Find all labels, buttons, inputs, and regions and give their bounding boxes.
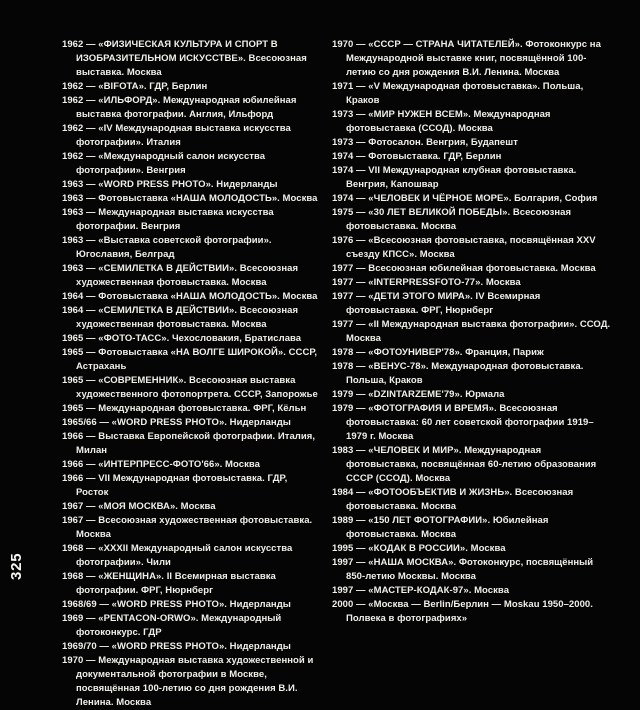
exhibition-description: «V Международная фотовыставка». Польша, Краков bbox=[346, 81, 584, 106]
exhibition-entry bbox=[332, 80, 613, 108]
year-separator: — bbox=[353, 543, 369, 554]
exhibition-description: Всесоюзная художественная фотовыставка. Москва bbox=[76, 515, 313, 540]
exhibitions-column-right bbox=[332, 38, 613, 626]
exhibitions-column-left bbox=[62, 38, 321, 710]
exhibition-entry bbox=[332, 234, 613, 262]
exhibition-entry bbox=[62, 234, 321, 262]
exhibition-description: Фотовыставка «НАША МОЛОДОСТЬ». Москва bbox=[98, 193, 318, 204]
year-separator: — bbox=[83, 81, 99, 92]
year-separator: — bbox=[96, 599, 112, 610]
exhibition-year: 1969/70 bbox=[62, 641, 97, 652]
exhibition-entry bbox=[62, 262, 321, 290]
year-separator: — bbox=[83, 39, 99, 50]
exhibition-year: 1979 bbox=[332, 403, 354, 414]
exhibition-entry bbox=[62, 402, 321, 416]
exhibition-description: «INTERPRESSFOTO-77». Москва bbox=[368, 277, 521, 288]
year-separator: — bbox=[96, 417, 112, 428]
exhibition-entry bbox=[332, 108, 613, 136]
year-separator: — bbox=[353, 137, 369, 148]
exhibition-entry bbox=[62, 654, 321, 710]
year-separator: — bbox=[353, 277, 369, 288]
exhibition-entry bbox=[332, 136, 613, 150]
exhibition-description: «Москва — Berlin/Берлин — Moskau 1950–2000. Полвека в фотографиях» bbox=[346, 599, 593, 624]
exhibition-description: «СЕМИЛЕТКА В ДЕЙСТВИИ». Всесоюзная художественная фотовыставка. Москва bbox=[76, 305, 299, 330]
exhibition-entry bbox=[62, 94, 321, 122]
exhibition-description: «ФОТОУНИВЕР'78». Франция, Париж bbox=[368, 347, 544, 358]
exhibition-description: «PENTACON-ORWO». Международный фотоконкурс. ГДР bbox=[76, 613, 282, 638]
exhibition-description: «BIFOTA». ГДР, Берлин bbox=[98, 81, 208, 92]
exhibition-entry bbox=[62, 430, 321, 458]
year-separator: — bbox=[353, 109, 369, 120]
exhibition-entry bbox=[332, 346, 613, 360]
exhibition-description: «ЧЕЛОВЕК И МИР». Международная фотовыставка, посвящённая 60-летию образования СССР (ССОД). Москва bbox=[346, 445, 597, 484]
exhibition-year: 1977 bbox=[332, 319, 354, 330]
exhibition-year: 1964 bbox=[62, 291, 84, 302]
exhibition-description: Международная выставка художественной и документальной фотографии в Москве, посвящённая 100-летию со дня рождения В.И. Ленина. Москва bbox=[76, 655, 314, 708]
exhibition-description: «ДЕТИ ЭТОГО МИРА». IV Всемирная фотовыставка. ФРГ, Нюрнберг bbox=[346, 291, 541, 316]
year-separator: — bbox=[353, 263, 369, 274]
exhibition-description: «IV Международная выставка искусства фотографии». Италия bbox=[76, 123, 291, 148]
year-separator: — bbox=[83, 179, 99, 190]
exhibition-year: 1971 bbox=[332, 81, 354, 92]
year-separator: — bbox=[353, 347, 369, 358]
exhibition-year: 1977 bbox=[332, 291, 354, 302]
year-separator: — bbox=[353, 207, 369, 218]
exhibition-entry bbox=[62, 38, 321, 80]
exhibition-year: 1962 bbox=[62, 151, 84, 162]
exhibition-year: 1978 bbox=[332, 361, 354, 372]
year-separator: — bbox=[96, 641, 112, 652]
year-separator: — bbox=[83, 95, 99, 106]
exhibition-year: 1963 bbox=[62, 179, 84, 190]
year-separator: — bbox=[83, 543, 99, 554]
exhibition-description: «ЖЕНЩИНА». II Всемирная выставка фотографии. ФРГ, Нюрнберг bbox=[76, 571, 276, 596]
exhibition-entry bbox=[332, 542, 613, 556]
exhibition-year: 1964 bbox=[62, 305, 84, 316]
year-separator: — bbox=[83, 403, 99, 414]
exhibition-year: 1979 bbox=[332, 389, 354, 400]
year-separator: — bbox=[83, 151, 99, 162]
exhibition-year: 1997 bbox=[332, 585, 354, 596]
exhibition-entry bbox=[332, 360, 613, 388]
year-separator: — bbox=[83, 473, 99, 484]
exhibition-description: «ФОТООБЪЕКТИВ И ЖИЗНЬ». Всесоюзная фотовыставка. Москва bbox=[346, 487, 574, 512]
page-number: 325 bbox=[8, 552, 25, 580]
exhibition-entry bbox=[62, 80, 321, 94]
exhibition-entry bbox=[62, 374, 321, 402]
year-separator: — bbox=[353, 445, 369, 456]
exhibition-year: 1966 bbox=[62, 431, 84, 442]
exhibition-year: 1966 bbox=[62, 473, 84, 484]
year-separator: — bbox=[83, 305, 99, 316]
year-separator: — bbox=[353, 151, 369, 162]
year-separator: — bbox=[83, 431, 99, 442]
exhibition-description: «ЧЕЛОВЕК И ЧЁРНОЕ МОРЕ». Болгария, София bbox=[368, 193, 598, 204]
exhibition-entry bbox=[332, 150, 613, 164]
year-separator: — bbox=[83, 333, 99, 344]
exhibition-entry bbox=[332, 444, 613, 486]
year-separator: — bbox=[353, 599, 369, 610]
exhibition-year: 1962 bbox=[62, 81, 84, 92]
exhibition-description: «Выставка советской фотографии». Югославия, Белград bbox=[76, 235, 272, 260]
exhibition-year: 1983 bbox=[332, 445, 354, 456]
exhibition-description: «НАША МОСКВА». Фотоконкурс, посвящённый 850-летию Москвы. Москва bbox=[346, 557, 594, 582]
exhibition-year: 1965 bbox=[62, 375, 84, 386]
exhibition-description: «ВЕНУС-78». Международная фотовыставка. Польша, Краков bbox=[346, 361, 584, 386]
year-separator: — bbox=[83, 263, 99, 274]
exhibition-entry bbox=[332, 290, 613, 318]
year-separator: — bbox=[353, 39, 369, 50]
year-separator: — bbox=[353, 361, 369, 372]
exhibition-description: Всесоюзная юбилейная фотовыставка. Москва bbox=[368, 263, 596, 274]
exhibition-year: 1973 bbox=[332, 137, 354, 148]
exhibition-description: «WORD PRESS PHOTO». Нидерланды bbox=[111, 599, 291, 610]
exhibition-year: 1963 bbox=[62, 193, 84, 204]
exhibition-year: 1984 bbox=[332, 487, 354, 498]
year-separator: — bbox=[83, 291, 99, 302]
exhibition-description: VII Международная клубная фотовыставка. Венгрия, Капошвар bbox=[346, 165, 577, 190]
exhibition-entry bbox=[62, 612, 321, 640]
year-separator: — bbox=[353, 487, 369, 498]
year-separator: — bbox=[83, 571, 99, 582]
exhibition-entry bbox=[62, 122, 321, 150]
exhibition-description: Фотосалон. Венгрия, Будапешт bbox=[368, 137, 518, 148]
exhibition-description: Международная фотовыставка. ФРГ, Кёльн bbox=[98, 403, 307, 414]
exhibition-entry bbox=[332, 402, 613, 444]
year-separator: — bbox=[83, 235, 99, 246]
exhibition-entry bbox=[332, 276, 613, 290]
exhibition-entry bbox=[332, 514, 613, 542]
exhibition-entry bbox=[62, 640, 321, 654]
exhibition-description: «DZINTARZEME'79». Юрмала bbox=[368, 389, 505, 400]
year-separator: — bbox=[83, 207, 99, 218]
year-separator: — bbox=[83, 375, 99, 386]
exhibition-entry bbox=[62, 304, 321, 332]
exhibition-entry bbox=[332, 318, 613, 346]
exhibition-description: «ФОТОГРАФИЯ И ВРЕМЯ». Всесоюзная фотовыставка: 60 лет советской фотографии 1919–1979 г. Москва bbox=[346, 403, 594, 442]
exhibition-year: 1967 bbox=[62, 515, 84, 526]
exhibition-entry bbox=[62, 458, 321, 472]
exhibition-description: «МОЯ МОСКВА». Москва bbox=[98, 501, 216, 512]
year-separator: — bbox=[83, 515, 99, 526]
exhibition-description: «ФИЗИЧЕСКАЯ КУЛЬТУРА И СПОРТ В ИЗОБРАЗИТЕЛЬНОМ ИСКУССТВЕ». Всесоюзная выставка. Москва bbox=[76, 39, 307, 78]
year-separator: — bbox=[83, 501, 99, 512]
exhibition-year: 1997 bbox=[332, 557, 354, 568]
exhibition-description: «СОВРЕМЕННИК». Всесоюзная выставка художественного фотопортрета. СССР, Запорожье bbox=[76, 375, 318, 400]
exhibition-year: 2000 bbox=[332, 599, 354, 610]
year-separator: — bbox=[353, 81, 369, 92]
year-separator: — bbox=[83, 193, 99, 204]
exhibition-entry bbox=[62, 332, 321, 346]
exhibition-entry bbox=[332, 192, 613, 206]
exhibition-year: 1965 bbox=[62, 347, 84, 358]
exhibition-description: Международная выставка искусства фотографии. Венгрия bbox=[76, 207, 274, 232]
exhibition-year: 1965 bbox=[62, 333, 84, 344]
exhibition-year: 1975 bbox=[332, 207, 354, 218]
year-separator: — bbox=[353, 557, 369, 568]
exhibition-entry bbox=[62, 514, 321, 542]
exhibition-year: 1977 bbox=[332, 263, 354, 274]
exhibition-description: «МАСТЕР-КОДАК-97». Москва bbox=[368, 585, 510, 596]
exhibition-year: 1968 bbox=[62, 543, 84, 554]
exhibition-entry bbox=[62, 206, 321, 234]
exhibition-entry bbox=[62, 290, 321, 304]
exhibition-entry bbox=[62, 542, 321, 570]
exhibition-description: «Всесоюзная фотовыставка, посвящённая XXV съезду КПСС». Москва bbox=[346, 235, 596, 260]
exhibition-year: 1965 bbox=[62, 403, 84, 414]
exhibition-year: 1978 bbox=[332, 347, 354, 358]
exhibition-description: «СССР — СТРАНА ЧИТАТЕЛЕЙ». Фотоконкурс на Международной выставке книг, посвящённой 100-летию со дня рождения В.И. Ленина. Москва bbox=[346, 39, 601, 78]
year-separator: — bbox=[353, 515, 369, 526]
exhibition-entry bbox=[62, 416, 321, 430]
year-separator: — bbox=[353, 319, 369, 330]
exhibition-entry bbox=[62, 346, 321, 374]
exhibition-description: «XXXII Международный салон искусства фотографии». Чили bbox=[76, 543, 293, 568]
year-separator: — bbox=[83, 613, 99, 624]
exhibition-year: 1963 bbox=[62, 235, 84, 246]
year-separator: — bbox=[83, 459, 99, 470]
exhibition-entry bbox=[62, 500, 321, 514]
exhibition-year: 1968/69 bbox=[62, 599, 97, 610]
exhibition-entry bbox=[332, 598, 613, 626]
exhibition-year: 1989 bbox=[332, 515, 354, 526]
exhibition-description: «WORD PRESS PHOTO». Нидерланды bbox=[111, 641, 291, 652]
exhibition-entry bbox=[62, 570, 321, 598]
exhibition-entry bbox=[332, 556, 613, 584]
exhibition-year: 1969 bbox=[62, 613, 84, 624]
exhibition-year: 1962 bbox=[62, 95, 84, 106]
exhibition-entry bbox=[62, 598, 321, 612]
year-separator: — bbox=[353, 403, 369, 414]
exhibition-year: 1967 bbox=[62, 501, 84, 512]
exhibition-description: Фотовыставка. ГДР, Берлин bbox=[368, 151, 502, 162]
exhibition-description: «30 ЛЕТ ВЕЛИКОЙ ПОБЕДЫ». Всесоюзная фотовыставка. Москва bbox=[346, 207, 572, 232]
year-separator: — bbox=[83, 655, 99, 666]
year-separator: — bbox=[353, 389, 369, 400]
exhibition-year: 1962 bbox=[62, 39, 84, 50]
exhibition-description: «Международный салон искусства фотографии». Венгрия bbox=[76, 151, 266, 176]
exhibition-year: 1976 bbox=[332, 235, 354, 246]
exhibition-entry bbox=[332, 38, 613, 80]
exhibition-year: 1963 bbox=[62, 263, 84, 274]
exhibition-year: 1970 bbox=[62, 655, 84, 666]
exhibition-description: Фотовыставка «НА ВОЛГЕ ШИРОКОЙ». СССР, Астрахань bbox=[76, 347, 318, 372]
exhibition-year: 1973 bbox=[332, 109, 354, 120]
exhibition-year: 1968 bbox=[62, 571, 84, 582]
exhibition-description: «ИЛЬФОРД». Международная юбилейная выставка фотографии. Англия, Ильфорд bbox=[76, 95, 297, 120]
exhibition-entry bbox=[62, 150, 321, 178]
exhibition-description: «ИНТЕРПРЕСС-ФОТО'66». Москва bbox=[98, 459, 260, 470]
exhibition-entry bbox=[332, 164, 613, 192]
year-separator: — bbox=[353, 235, 369, 246]
exhibition-description: VII Международная фотовыставка. ГДР, Росток bbox=[76, 473, 288, 498]
exhibition-description: «WORD PRESS PHOTO». Нидерланды bbox=[98, 179, 278, 190]
exhibition-description: «II Международная выставка фотографии». ССОД. Москва bbox=[346, 319, 611, 344]
exhibition-entry bbox=[62, 192, 321, 206]
exhibition-description: «150 ЛЕТ ФОТОГРАФИИ». Юбилейная фотовыставка. Москва bbox=[346, 515, 549, 540]
year-separator: — bbox=[353, 193, 369, 204]
exhibition-year: 1974 bbox=[332, 165, 354, 176]
exhibition-description: «ФОТО-ТАСС». Чехословакия, Братислава bbox=[98, 333, 302, 344]
exhibition-description: Выставка Европейской фотографии. Италия, Милан bbox=[76, 431, 316, 456]
exhibition-year: 1962 bbox=[62, 123, 84, 134]
exhibition-description: Фотовыставка «НАША МОЛОДОСТЬ». Москва bbox=[98, 291, 318, 302]
exhibition-year: 1966 bbox=[62, 459, 84, 470]
exhibition-year: 1963 bbox=[62, 207, 84, 218]
exhibition-entry bbox=[62, 472, 321, 500]
exhibition-year: 1974 bbox=[332, 193, 354, 204]
exhibition-entry bbox=[332, 206, 613, 234]
exhibition-description: «WORD PRESS PHOTO». Нидерланды bbox=[111, 417, 291, 428]
exhibition-description: «МИР НУЖЕН ВСЕМ». Международная фотовыставка (ССОД). Москва bbox=[346, 109, 551, 134]
exhibition-description: «КОДАК В РОССИИ». Москва bbox=[368, 543, 506, 554]
exhibition-entry bbox=[332, 486, 613, 514]
exhibition-year: 1995 bbox=[332, 543, 354, 554]
year-separator: — bbox=[353, 165, 369, 176]
exhibition-entry bbox=[332, 388, 613, 402]
exhibition-year: 1974 bbox=[332, 151, 354, 162]
exhibition-entry bbox=[332, 262, 613, 276]
year-separator: — bbox=[353, 585, 369, 596]
exhibition-year: 1970 bbox=[332, 39, 354, 50]
exhibition-description: «СЕМИЛЕТКА В ДЕЙСТВИИ». Всесоюзная художественная фотовыставка. Москва bbox=[76, 263, 299, 288]
year-separator: — bbox=[83, 347, 99, 358]
exhibition-entry bbox=[62, 178, 321, 192]
year-separator: — bbox=[353, 291, 369, 302]
year-separator: — bbox=[83, 123, 99, 134]
exhibition-year: 1977 bbox=[332, 277, 354, 288]
exhibition-entry bbox=[332, 584, 613, 598]
exhibition-year: 1965/66 bbox=[62, 417, 97, 428]
